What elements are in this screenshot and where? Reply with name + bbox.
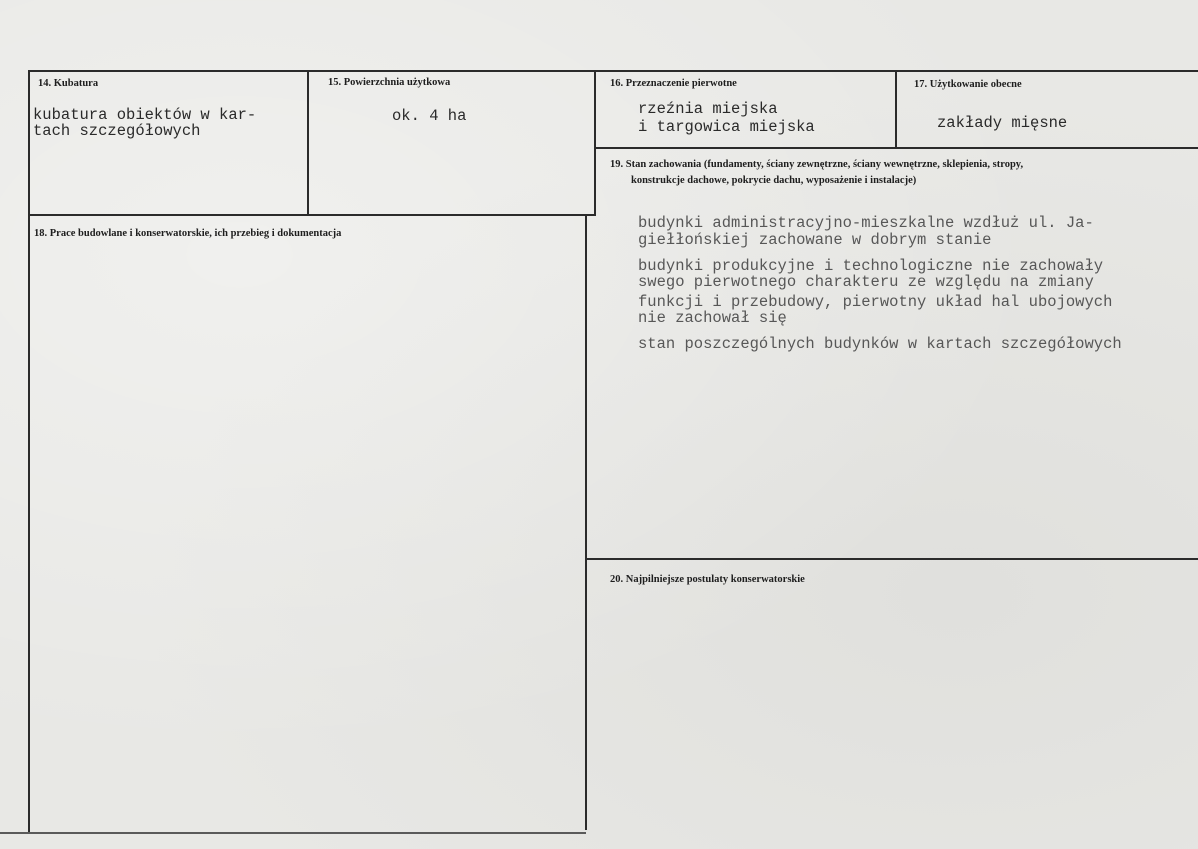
divider-row-14-18 xyxy=(28,214,594,216)
field-14-label: 14. Kubatura xyxy=(38,78,99,89)
divider-15-16 xyxy=(594,70,596,216)
form-bottom-border xyxy=(0,832,586,834)
field-19-p1-line2: giełłońskiej zachowane w dobrym stanie xyxy=(638,231,992,249)
field-20-label: 20. Najpilniejsze postulaty konserwatorskie xyxy=(610,574,805,585)
divider-16-17 xyxy=(895,70,897,147)
field-16-value-line2: i targowica miejska xyxy=(638,118,815,136)
field-19-p2-line1: budynki produkcyjne i technologiczne nie zachowały xyxy=(638,257,1104,275)
field-15-value: ok. 4 ha xyxy=(392,107,467,125)
field-19-label-line2: konstrukcje dachowe, pokrycie dachu, wyposażenie i instalacje) xyxy=(631,175,917,186)
field-18-label: 18. Prace budowlane i konserwatorskie, ich przebieg i dokumentacja xyxy=(34,228,342,239)
field-17-label: 17. Użytkowanie obecne xyxy=(914,79,1022,90)
field-19-p2-line4: nie zachował się xyxy=(638,309,787,327)
field-16-value-line1: rzeźnia miejska xyxy=(638,100,778,118)
field-15-label: 15. Powierzchnia użytkowa xyxy=(328,77,451,88)
field-19-label-line1: 19. Stan zachowania (fundamenty, ściany zewnętrzne, ściany wewnętrzne, sklepienia, stropy, xyxy=(610,159,1024,170)
field-14-value-line1: kubatura obiektów w kar- xyxy=(33,106,257,124)
form-left-border xyxy=(28,70,30,834)
divider-14-15 xyxy=(307,70,309,215)
field-19-p2-line2: swego pierwotnego charakteru ze względu na zmiany xyxy=(638,273,1094,291)
field-19-p3-line1: stan poszczególnych budynków w kartach szczegółowych xyxy=(638,335,1122,353)
divider-row-19-20 xyxy=(587,558,1198,560)
field-19-p2-line3: funkcji i przebudowy, pierwotny układ hal ubojowych xyxy=(638,293,1113,311)
divider-row-16-19 xyxy=(594,147,1198,149)
field-16-label: 16. Przeznaczenie pierwotne xyxy=(610,78,737,89)
form-top-border xyxy=(28,70,1198,72)
field-19-p1-line1: budynki administracyjno-mieszkalne wzdłuż ul. Ja- xyxy=(638,214,1094,232)
field-17-value: zakłady mięsne xyxy=(937,114,1068,132)
field-14-value-line2: tach szczegółowych xyxy=(33,122,201,140)
divider-18-19 xyxy=(585,214,587,830)
